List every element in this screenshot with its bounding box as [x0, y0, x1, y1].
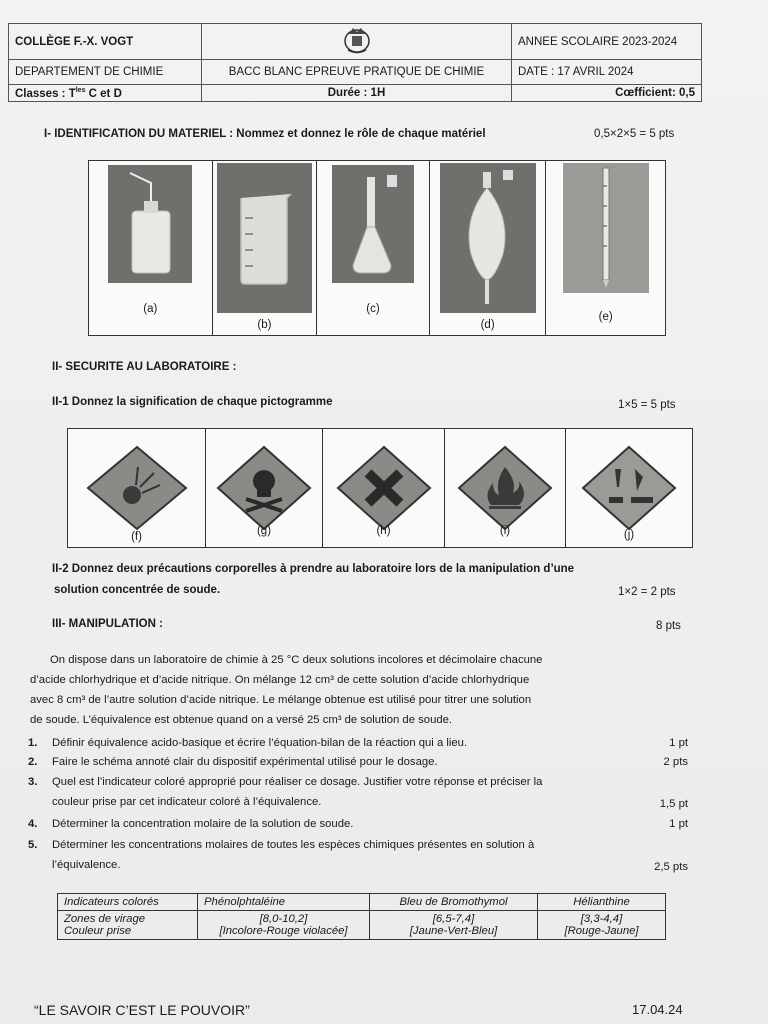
intro-line: d’acide chlorhydrique et d’acide nitrique. On mélange 12 cm³ de cette solution d’acide chlorhydrique: [30, 674, 530, 686]
pictogram-g: [206, 429, 323, 547]
caption-f: (f): [131, 531, 142, 543]
intro-line: On dispose dans un laboratoire de chimie à 25 °C deux solutions incolores et décimolaire chacune: [50, 654, 543, 666]
section3-points: 8 pts: [656, 620, 681, 632]
section2-q2-points: 1×2 = 2 pts: [618, 586, 676, 598]
question-text: Définir équivalence acido-basique et écrire l’équation-bilan de la réaction qui a lieu.: [52, 737, 468, 749]
caption-e: (e): [598, 311, 613, 323]
question-points: 2 pts: [663, 756, 688, 768]
seal-logo: [340, 24, 374, 56]
color-value: [Rouge-Jaune]: [564, 925, 639, 937]
pictogram-strip: [67, 428, 693, 548]
equipment-c: [317, 161, 430, 335]
caption-d: (d): [480, 319, 495, 331]
irritant-cross-icon: [334, 443, 434, 533]
school-year: ANNEE SCOLAIRE 2023-2024: [512, 24, 702, 60]
question-number: 3.: [28, 776, 38, 788]
question-number: 5.: [28, 839, 38, 851]
table-header-cell: Bleu de Bromothymol: [370, 894, 538, 911]
department: DEPARTEMENT DE CHIMIE: [9, 60, 202, 85]
classes-suffix: C et D: [85, 87, 122, 100]
exam-title: BACC BLANC EPREUVE PRATIQUE DE CHIMIE: [202, 60, 512, 85]
question-3: [28, 772, 694, 812]
pictogram-f: [68, 429, 206, 547]
pictogram-i: [445, 429, 566, 547]
caption-g: (g): [256, 525, 272, 537]
label-zones: Zones de virage: [64, 913, 146, 925]
caption-c: (c): [366, 303, 380, 315]
section3-title: III- MANIPULATION :: [52, 618, 163, 630]
section2-q2-line2: solution concentrée de soude.: [54, 584, 221, 596]
table-cell: [538, 911, 666, 940]
caption-a: (a): [143, 303, 158, 315]
question-text-cont: couleur prise par cet indicateur coloré à l’équivalence.: [52, 796, 322, 808]
caption-b: (b): [257, 319, 272, 331]
exam-date: DATE : 17 AVRIL 2024: [512, 60, 702, 85]
caption-j: (j): [623, 529, 635, 541]
skull-crossbones-icon: [214, 443, 314, 533]
caption-i: (i): [499, 525, 511, 537]
pictogram-j: [566, 429, 692, 547]
wash-bottle-image: [108, 165, 192, 283]
school-seal: [202, 24, 512, 60]
question-points: 1 pt: [669, 818, 688, 830]
section2-q1: II-1 Donnez la signification de chaque pictogramme: [52, 396, 333, 408]
section2-q1-points: 1×5 = 5 pts: [618, 399, 676, 411]
equipment-d: [430, 161, 547, 335]
section2-title: II- SECURITE AU LABORATOIRE :: [52, 361, 237, 373]
flame-icon: [455, 443, 555, 533]
question-text: Quel est l’indicateur coloré approprié pour réaliser ce dosage. Justifier votre réponse et préciser la: [52, 776, 543, 788]
question-points: 1 pt: [669, 737, 688, 749]
table-header-cell: Phénolphtaléine: [198, 894, 370, 911]
footer-date: 17.04.24: [632, 1002, 683, 1017]
table-header-row: [58, 894, 666, 911]
equipment-a: [89, 161, 213, 335]
burette-image: [563, 163, 649, 293]
header-table: [8, 23, 702, 102]
zone-value: [3,3-4,4]: [580, 913, 623, 925]
zone-value: [6,5-7,4]: [432, 913, 475, 925]
table-row: [58, 911, 666, 940]
corrosive-icon: [579, 443, 679, 533]
pictogram-h: [323, 429, 445, 547]
color-value: [Jaune-Vert-Bleu]: [409, 925, 498, 937]
table-cell: [370, 911, 538, 940]
intro-line: de soude. L’équivalence est obtenue quand on a versé 25 cm³ de solution de soude.: [30, 714, 453, 726]
duration: Durée : 1H: [202, 85, 512, 102]
intro-line: avec 8 cm³ de l’autre solution d’acide nitrique. Le mélange obtenue est utilisé pour titrer une solution: [30, 694, 532, 706]
separatory-funnel-image: [440, 163, 536, 313]
question-text: Déterminer la concentration molaire de la solution de soude.: [52, 818, 354, 830]
classes-sup: les: [75, 86, 86, 94]
question-text: Déterminer les concentrations molaires de toutes les espèces chimiques présentes en solution à: [52, 839, 535, 851]
caption-h: (h): [376, 525, 391, 537]
volumetric-flask-image: [332, 165, 414, 283]
explosive-icon: [82, 443, 192, 533]
question-number: 4.: [28, 818, 38, 830]
coefficient: Cœfficient: 0,5: [512, 85, 702, 102]
school-name: COLLÈGE F.-X. VOGT: [9, 24, 202, 60]
table-row-label: [58, 911, 198, 940]
equipment-e: [546, 161, 665, 335]
table-cell: [198, 911, 370, 940]
equipment-b: [213, 161, 318, 335]
table-header-cell: Hélianthine: [538, 894, 666, 911]
question-text: Faire le schéma annoté clair du dispositif expérimental utilisé pour le dosage.: [52, 756, 438, 768]
zone-value: [8,0-10,2]: [259, 913, 308, 925]
indicator-table: [57, 893, 666, 940]
section1-title: I- IDENTIFICATION DU MATERIEL : Nommez et donnez le rôle de chaque matériel: [44, 128, 486, 140]
question-number: 2.: [28, 756, 38, 768]
color-value: [Incolore-Rouge violacée]: [219, 925, 348, 937]
section2-q2-line1: II-2 Donnez deux précautions corporelles à prendre au laboratoire lors de la manipulation d’une: [52, 563, 575, 575]
table-header-cell: Indicateurs colorés: [58, 894, 198, 911]
equipment-strip: [88, 160, 666, 336]
manipulation-intro: [30, 650, 692, 730]
beaker-image: [217, 163, 312, 313]
footer-motto: “LE SAVOIR C’EST LE POUVOIR”: [34, 1002, 250, 1018]
question-points: 1,5 pt: [659, 798, 688, 810]
label-color: Couleur prise: [64, 925, 132, 937]
classes-prefix: Classes : T: [15, 87, 76, 100]
question-points: 2,5 pts: [654, 861, 688, 873]
classes: [9, 85, 202, 102]
section1-points: 0,5×2×5 = 5 pts: [594, 128, 675, 140]
question-text-cont: l’équivalence.: [52, 859, 121, 871]
question-number: 1.: [28, 737, 38, 749]
question-5: [28, 835, 694, 875]
